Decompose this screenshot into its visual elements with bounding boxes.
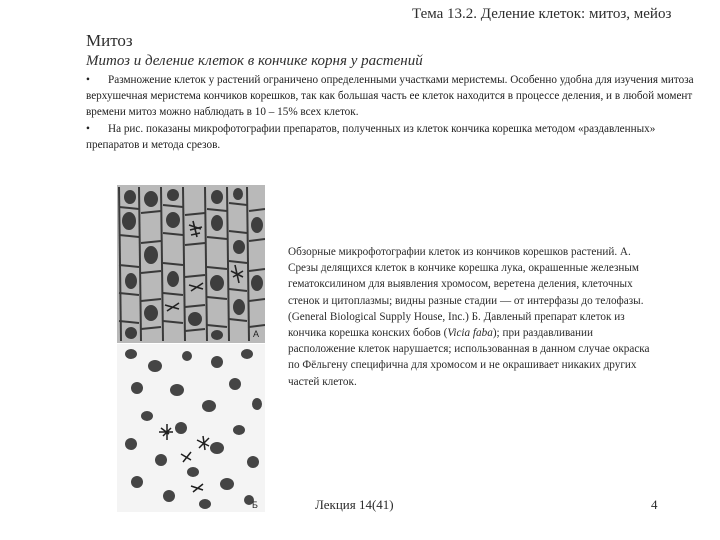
bullet-text: На рис. показаны микрофотографии препаратов, полученных из клеток кончика корешка методом «раздавленных» препаратов и метода срезов.: [86, 122, 656, 151]
micrograph-a-image: [117, 185, 265, 343]
figure-caption: [288, 244, 660, 390]
bullet-marker: •: [86, 74, 90, 86]
slide-title: Митоз: [86, 31, 133, 50]
micrograph-b: [117, 344, 265, 512]
panel-b-label: Б: [252, 500, 258, 510]
bullet-item: [86, 72, 698, 121]
caption-text-cont: ); при раздавливании расположение клеток нарушается; использованная в данном случае окраска по Фёльгену специфична для хромосом и не окрашивает никаких других частей клеток.: [288, 327, 650, 388]
bullet-marker: •: [86, 122, 90, 135]
micrograph-b-image: [117, 344, 265, 512]
bullet-text: Размножение клеток у растений ограничено определенными участками меристемы. Особенно удобна для изучения митоза верхушечная меристема кончиков корешков, так как большая часть ее клеток находится в процессе деления, и в любой момент времени митоз можно наблюдать в 10 – 15% всех клеток.: [86, 74, 694, 119]
footer-lecture: Лекция 14(41): [315, 497, 394, 512]
caption-text: Обзорные микрофотографии клеток из кончиков корешков растений. А. Срезы делящихся клеток в кончике корешка лука, окрашенные железным гематоксилином для выявления хромосом, веретена деления, клеточных стенок и цитоплазмы; видны разные стадии — от интерфазы до телофазы. (General Biological Supply House, Inc.) Б. Давленый препарат клеток из кончика корешка конских бобов (: [288, 246, 644, 340]
bullet-item: [86, 121, 698, 153]
topic-header: Тема 13.2. Деление клеток: митоз, мейоз: [412, 6, 672, 22]
bullet-list: [86, 72, 698, 153]
page-number: 4: [651, 497, 658, 512]
slide-subtitle: Митоз и деление клеток в кончике корня у растений: [86, 53, 423, 69]
panel-a-label: А: [253, 329, 260, 339]
caption-species: Vicia faba: [447, 327, 493, 340]
micrograph-a: [117, 185, 265, 343]
